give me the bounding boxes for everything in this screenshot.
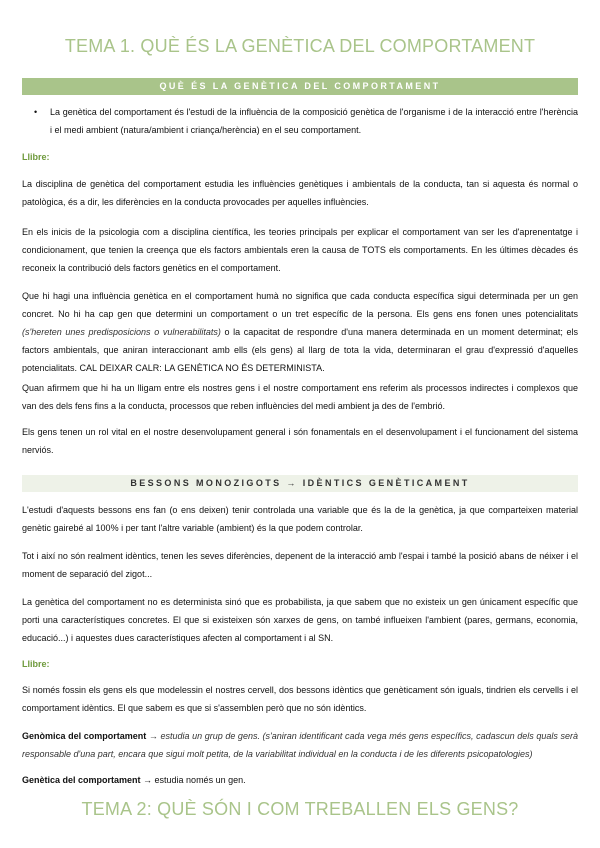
paragraph-text: Que hi hagi una influència genètica en el comportament humà no significa que cada conducta específica sigui determinada per un gen concret. No hi ha cap gen que determini un comportament o un tret específic de la persona. Els gens ens fonen unes potencialitats xyxy=(22,291,578,319)
section-banner-bessons: BESSONS MONOZIGOTS → IDÈNTICS GENÈTICAMENT xyxy=(22,475,578,492)
definition-genetica xyxy=(22,771,578,789)
paragraph: Si només fossin els gens els que modelessin el nostres cervell, dos bessons idèntics que genèticament són iguals, tindrien els cervells i el comportament idèntics. El que sabem es que si s'assemblen però que no són idèntics. xyxy=(22,685,578,713)
paragraph: L'estudi d'aquests bessons ens fan (o ens deixen) tenir controlada una variable que és la de la genètica, ja que comparteixen material genètic gairebé al 100% i per tant l'altre variable (ambient) és la que podem controlar. xyxy=(22,505,578,533)
llibre-label: Llibre: xyxy=(22,659,50,669)
bullet-icon: • xyxy=(34,107,38,117)
definition: → estudia només un gen. xyxy=(140,775,246,785)
heading-tema-1: TEMA 1. QUÈ ÉS LA GENÈTICA DEL COMPORTAMENT xyxy=(64,36,536,56)
llibre-label: Llibre: xyxy=(22,152,50,162)
paragraph xyxy=(22,287,578,377)
paragraph: Tot i així no són realment idèntics, tenen les seves diferències, depenent de la interacció amb l'espai i també la posició abans de néixer i el moment de separació del zigot... xyxy=(22,551,578,579)
paragraph: La disciplina de genètica del comportament estudia les influències genètiques i ambientals de la conducta, tan si aquesta és normal o patològica, és a dir, les diferències en la conducta provocades per aquelles influències. xyxy=(22,179,578,207)
paragraph: Els gens tenen un rol vital en el nostre desenvolupament general i són fonamentals en el desenvolupament i el funcionament del sistema nerviós. xyxy=(22,427,578,455)
bullet-definition xyxy=(34,103,578,139)
section-banner-genetica: QUÈ ÉS LA GENÈTICA DEL COMPORTAMENT xyxy=(22,78,578,95)
definition: → estudia un grup de gens. (s'aniran identificant cada vega més gens específics, cadascun dels quals serà responsable d'una part, encara que sigui molt petita, de la variabilitat individual en la conducta i de les diferents psicopatologies) xyxy=(22,731,578,759)
paragraph-text: o la capacitat de respondre d'una manera determinada en un moment determinat; els factors ambientals, que aniran interaccionant amb ells (els gens) al llarg de tota la vida, determinaran el grau d'expressió d'aquelles potencialitats. CAL DEIXAR CALR: LA GENÈTICA NO ÉS DETERMINISTA. xyxy=(22,327,579,373)
paragraph-italic: (s'hereten unes predisposicions o vulnerabilitats) xyxy=(22,327,221,337)
term: Genètica del comportament xyxy=(22,775,141,785)
paragraph: En els inicis de la psicologia com a disciplina científica, les teories principals per explicar el comportament van ser les d'aprenentatge i condicionament, que tenien la creença que els factors ambientals eren la causa de TOTS els comportaments. En les últimes dècades és reconeix la contribució dels factors genètics en el comportament. xyxy=(22,227,578,273)
paragraph: La genètica del comportament no es determinista sinó que es probabilista, ja que sabem que no existeix un gen únicament específic que porti una característiques concretes. El que si existeixen són xarxes de gens, on també influeixen l'ambient (pares, germans, economia, educació...) i aquestes dues característiques afecten al comportament i al SN. xyxy=(22,597,578,643)
paragraph: Quan afirmem que hi ha un lligam entre els nostres gens i el nostre comportament ens referim als processos indirectes i complexos que van des dels fens fins a la conducta, processos que reben influències del medi ambient ja des de l'embrió. xyxy=(22,383,578,411)
term: Genòmica del comportament xyxy=(22,731,147,741)
definition-genomica xyxy=(22,727,578,763)
heading-tema-2: TEMA 2: QUÈ SÓN I COM TREBALLEN ELS GENS? xyxy=(81,799,519,819)
bullet-text: La genètica del comportament és l'estudi de la influència de la composició genètica de l'organisme i de la interacció entre l'herència i el medi ambient (natura/ambient i criança/herència) en el seu comportament. xyxy=(50,107,578,135)
